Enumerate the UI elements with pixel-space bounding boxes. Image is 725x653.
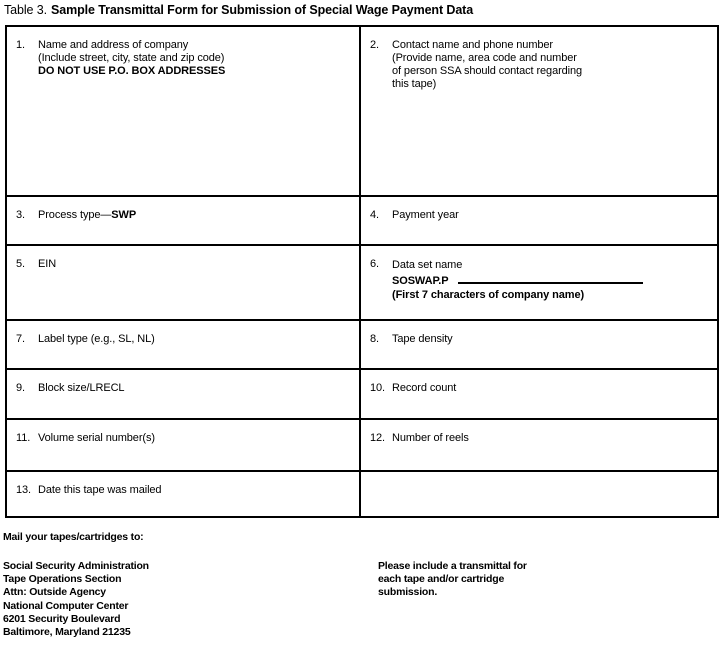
fill-in-line: [458, 273, 643, 284]
field-number: 13.: [16, 484, 31, 496]
field-13-date-mailed: [7, 470, 361, 516]
field-label: Tape density: [392, 333, 453, 345]
process-type-value: SWP: [111, 209, 137, 221]
transmittal-form-table: [5, 25, 719, 518]
address-line: 6201 Security Boulevard: [3, 612, 121, 625]
field-12-number-of-reels: [361, 418, 717, 470]
field-2-contact: [361, 27, 717, 195]
mailing-address: [3, 560, 149, 639]
transmittal-note: [378, 560, 527, 600]
field-label-line: of person SSA should contact regarding: [392, 65, 583, 77]
dataset-name-hint: (First 7 characters of company name): [392, 289, 585, 301]
table-title-main: Sample Transmittal Form for Submission of Special Wage Payment Data: [50, 3, 474, 17]
field-number: 11.: [16, 432, 31, 444]
field-number: 1.: [16, 39, 25, 51]
field-11-volume-serial: [7, 418, 361, 470]
field-5-ein: [7, 244, 361, 319]
field-label: Volume serial number(s): [38, 432, 155, 444]
field-3-process-type: [7, 195, 361, 244]
field-label-line: this tape): [392, 78, 437, 90]
note-line: Please include a transmittal for: [378, 560, 527, 572]
field-label-warning: DO NOT USE P.O. BOX ADDRESSES: [38, 65, 226, 77]
field-9-block-size: [7, 368, 361, 418]
field-number: 6.: [370, 258, 379, 270]
table-title: [4, 3, 473, 17]
field-label: Number of reels: [392, 432, 469, 444]
field-6-data-set-name: [361, 244, 717, 319]
field-label: EIN: [38, 258, 57, 270]
dataset-name-prefix: SOSWAP.P: [392, 274, 449, 287]
field-label: [38, 39, 351, 78]
field-number: 10.: [370, 382, 385, 394]
field-label-line: (Include street, city, state and zip code): [38, 52, 225, 64]
field-number: 9.: [16, 382, 25, 394]
field-10-record-count: [361, 368, 717, 418]
field-7-label-type: [7, 319, 361, 368]
field-1-name-address: [7, 27, 361, 195]
field-number: 3.: [16, 209, 25, 221]
field-label: [392, 39, 709, 91]
field-number: 7.: [16, 333, 25, 345]
address-line: Social Security Administration: [3, 560, 149, 572]
field-label: Label type (e.g., SL, NL): [38, 333, 155, 345]
address-line: Attn: Outside Agency: [3, 586, 106, 599]
field-number: 4.: [370, 209, 379, 221]
field-number: 12.: [370, 432, 385, 444]
note-line: submission.: [378, 586, 438, 599]
field-label: Payment year: [392, 209, 459, 221]
field-4-payment-year: [361, 195, 717, 244]
field-number: 5.: [16, 258, 25, 270]
field-8-tape-density: [361, 319, 717, 368]
field-label: [392, 258, 709, 303]
field-label-line: Contact name and phone number: [392, 39, 553, 51]
field-label: Block size/LRECL: [38, 382, 125, 394]
field-label-line: Process type—: [38, 209, 112, 221]
field-label-line: (Provide name, area code and number: [392, 52, 577, 64]
dataset-name-line: [392, 273, 709, 289]
field-label: [38, 209, 351, 222]
field-label: Date this tape was mailed: [38, 484, 162, 496]
note-line: each tape and/or cartridge: [378, 573, 505, 586]
address-line: National Computer Center: [3, 599, 129, 612]
field-number: 2.: [370, 39, 379, 51]
address-line: Tape Operations Section: [3, 573, 122, 586]
field-number: 8.: [370, 333, 379, 345]
field-label: Record count: [392, 382, 457, 394]
field-label-line: Name and address of company: [38, 39, 189, 51]
address-line: Baltimore, Maryland 21235: [3, 626, 131, 639]
field-label-line: Data set name: [392, 259, 463, 271]
empty-cell: [361, 470, 717, 516]
table-title-prefix: Table 3.: [4, 3, 47, 17]
mail-instructions-heading: Mail your tapes/cartridges to:: [3, 531, 144, 543]
